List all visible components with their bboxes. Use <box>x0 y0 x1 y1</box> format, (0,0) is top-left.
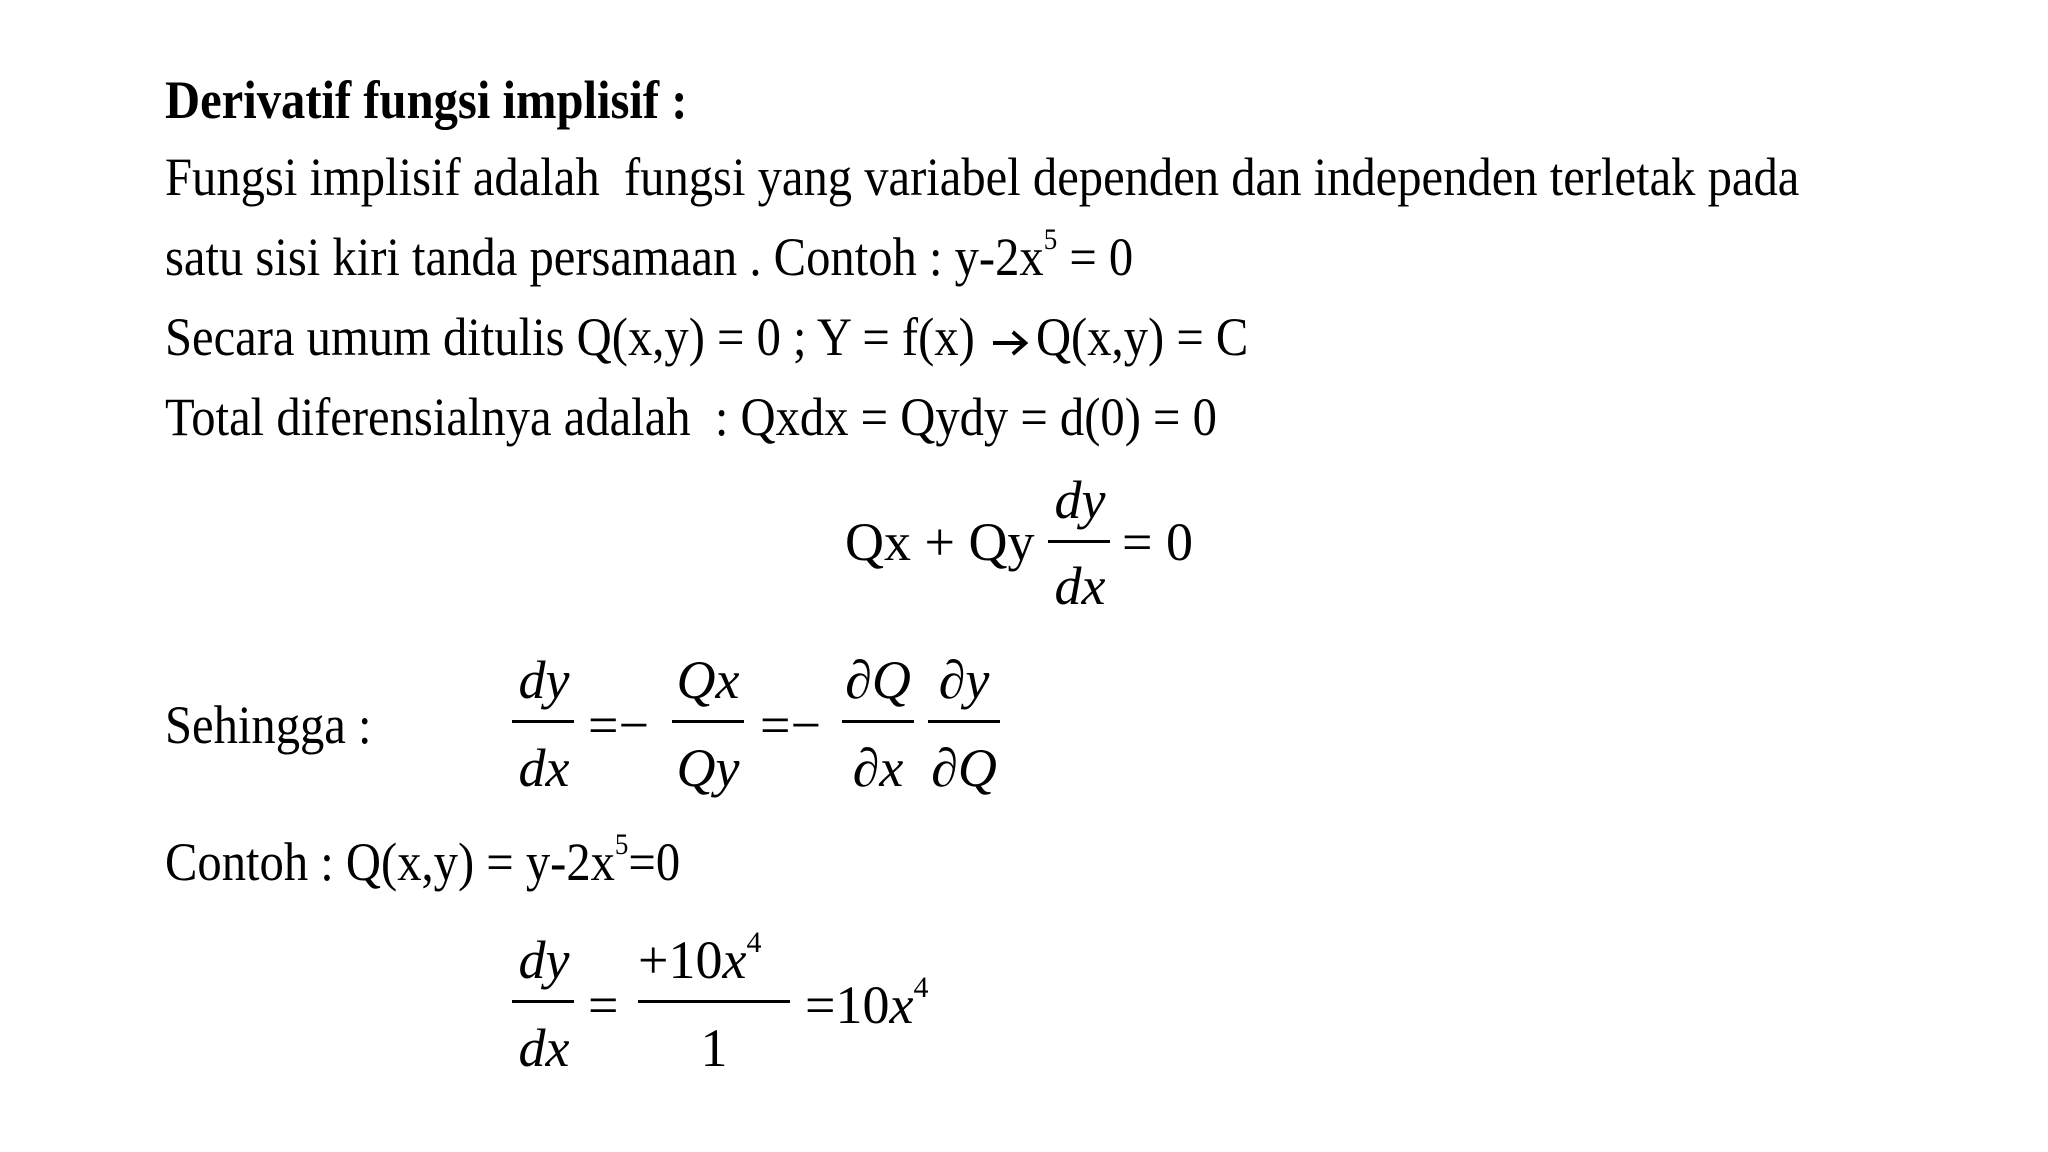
contoh-f2-numerator <box>638 926 762 999</box>
contoh-f2-coef: +10 <box>638 930 723 990</box>
paragraph-line-4: Total diferensialnya adalah : Qxdx = Qydy = d(0) = 0 <box>165 387 1217 447</box>
paragraph-line-3 <box>165 307 1248 367</box>
contoh-f1-numerator: dy <box>518 930 570 990</box>
sehingga-f1-bar <box>512 720 574 723</box>
line2-exponent: 5 <box>1043 223 1058 256</box>
sehingga-equals-minus-1: =− <box>588 695 649 755</box>
paragraph-line-2 <box>165 223 1134 296</box>
eq1-numerator: dy <box>1054 470 1106 530</box>
sehingga-f1-numerator: dy <box>518 650 570 710</box>
contoh-result-var: x <box>889 975 914 1035</box>
contoh-f1-denominator: dx <box>518 1018 570 1078</box>
sehingga-f2-numerator: Qx <box>676 650 740 710</box>
sehingga-f3-denominator: ∂x <box>852 738 904 798</box>
sehingga-f3-numerator: ∂Q <box>845 650 911 710</box>
contoh-f2-var: x <box>722 930 747 990</box>
sehingga-f2-denominator: Qy <box>676 738 740 798</box>
contoh-f2-exponent: 4 <box>746 926 762 959</box>
eq1-denominator: dx <box>1054 556 1106 616</box>
line2-text: satu sisi kiri tanda persamaan . Contoh : y-2x <box>165 227 1044 287</box>
page-title: Derivatif fungsi implisif : <box>165 70 688 130</box>
sehingga-f2-bar <box>672 720 744 723</box>
line2-text-end: = 0 <box>1057 227 1134 287</box>
contoh-text-end: =0 <box>628 832 681 892</box>
contoh-line <box>165 828 681 901</box>
contoh-f1-bar <box>512 1000 574 1003</box>
contoh-result <box>805 971 929 1044</box>
sehingga-f4-numerator: ∂y <box>938 650 990 710</box>
sehingga-f4-denominator: ∂Q <box>931 738 997 798</box>
line3-text: Secara umum ditulis Q(x,y) = 0 ; Y = f(x) <box>165 307 975 367</box>
contoh-f2-bar <box>638 1000 790 1003</box>
contoh-equals-1: = <box>588 975 619 1035</box>
sehingga-f4-bar <box>928 720 1000 723</box>
eq1-fraction-bar <box>1048 540 1110 543</box>
line3-text-end: Q(x,y) = C <box>1035 307 1249 367</box>
contoh-text: Contoh : Q(x,y) = y-2x <box>165 832 615 892</box>
eq1-rhs: = 0 <box>1122 512 1193 572</box>
sehingga-equals-minus-2: =− <box>760 695 821 755</box>
eq1-lhs: Qx + Qy <box>845 512 1035 572</box>
sehingga-f3-bar <box>842 720 914 723</box>
sehingga-f1-denominator: dx <box>518 738 570 798</box>
sehingga-label: Sehingga : <box>165 695 372 755</box>
paragraph-line-1: Fungsi implisif adalah fungsi yang variabel dependen dan independen terletak pada <box>165 147 1800 207</box>
contoh-f2-denominator: 1 <box>700 1018 728 1078</box>
contoh-result-eq: =10 <box>805 975 890 1035</box>
contoh-exponent: 5 <box>614 828 629 861</box>
right-arrow-icon <box>991 329 1029 357</box>
contoh-result-exponent: 4 <box>913 971 929 1004</box>
